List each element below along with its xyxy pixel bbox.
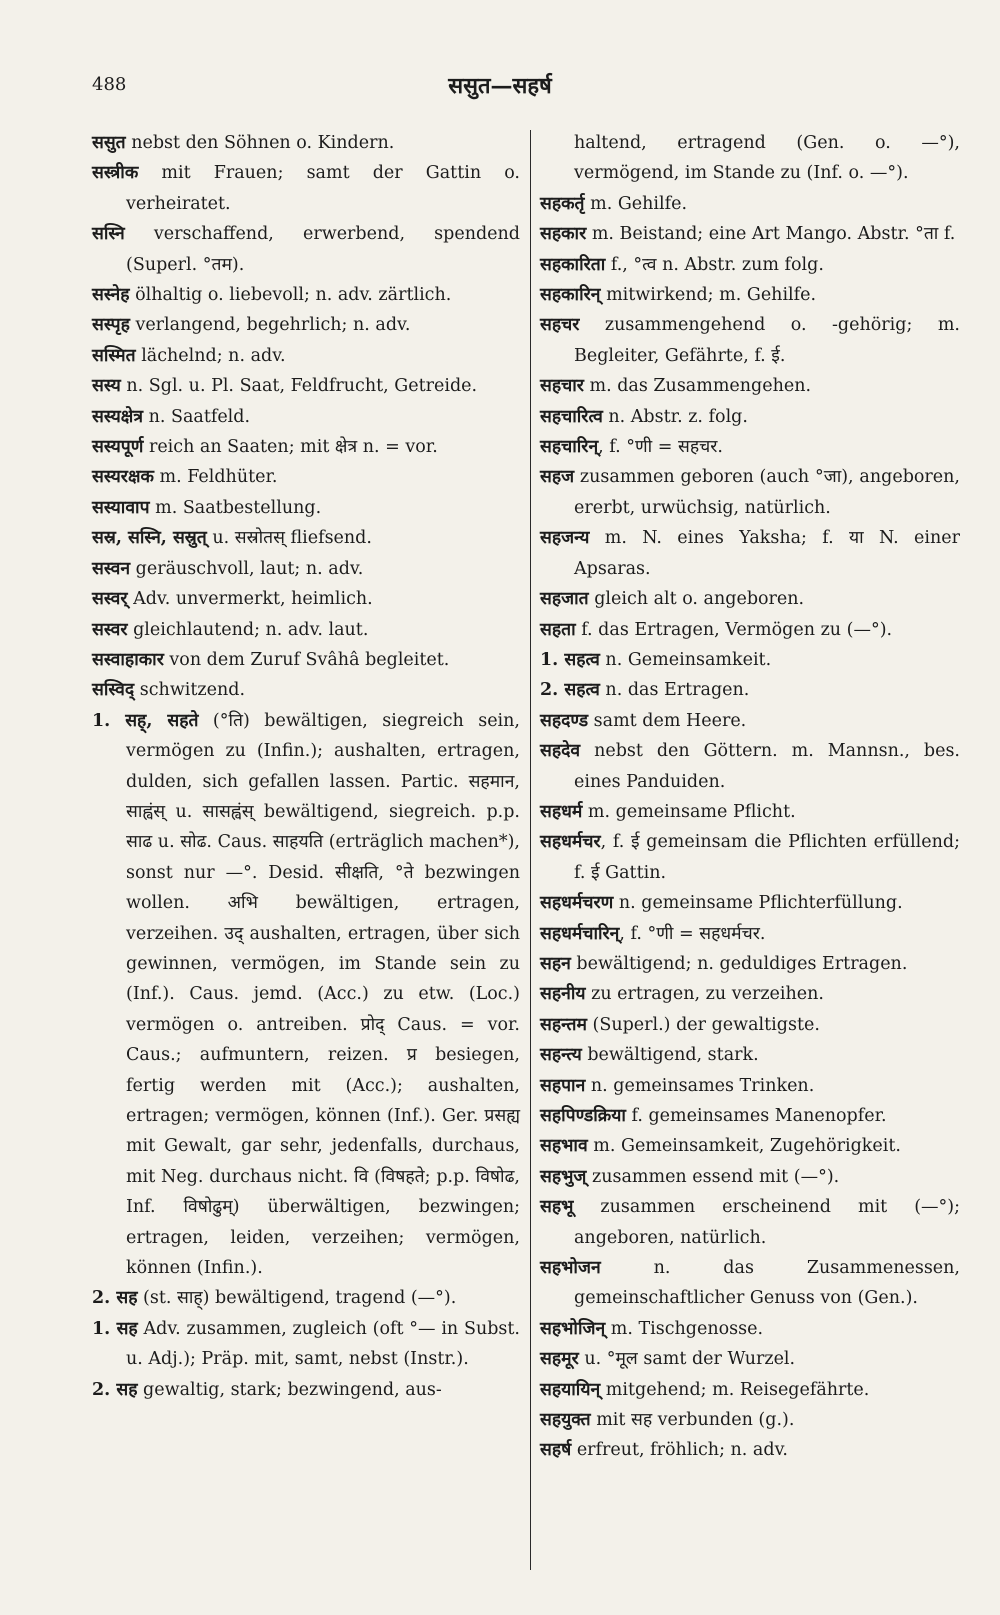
dictionary-entry — [540, 1253, 960, 1314]
dictionary-entry — [540, 371, 960, 401]
entry-headword: सहकार — [540, 224, 587, 245]
entry-headword: सहनीय — [540, 984, 586, 1005]
entry-headword: सस्यावाप — [92, 497, 150, 518]
entry-definition: m. Saatbestellung. — [149, 497, 322, 518]
entry-headword: 2. सह — [92, 1288, 138, 1309]
entry-headword: सस्त्रीक — [92, 163, 139, 184]
entry-definition: m. Beistand; eine Art Mango. Abstr. °ता f. — [586, 224, 956, 245]
entry-headword: सहधर्म — [540, 801, 583, 822]
dictionary-entry — [92, 645, 520, 675]
running-header: ससुत—सहर्ष — [448, 73, 552, 99]
dictionary-entry — [540, 1071, 960, 1101]
entry-headword: सहन्त्य — [540, 1045, 582, 1066]
dictionary-entry — [92, 432, 520, 462]
entry-definition: , f. ई gemeinsam die Pflichten erfüllend; f. ई Gattin. — [574, 832, 960, 883]
entry-headword: सहज — [540, 467, 575, 488]
entry-headword: 1. सह — [92, 1318, 138, 1339]
entry-headword: सहर्ष — [540, 1440, 572, 1461]
entry-headword: सस्वाहाकार — [92, 649, 164, 670]
entry-headword: सहयुक्त — [540, 1410, 591, 1431]
dictionary-entry — [92, 158, 520, 219]
dictionary-entry — [540, 645, 960, 675]
dictionary-entry — [540, 1435, 960, 1465]
entry-headword: सहचारित्व — [540, 406, 603, 427]
entry-headword: 1. सह्, सहते — [92, 710, 199, 731]
entry-headword: सहन — [540, 953, 571, 974]
entry-headword: सहन्तम — [540, 1014, 587, 1035]
entry-headword: सस्य — [92, 376, 121, 397]
entry-headword: 2. सहत्व — [540, 680, 600, 701]
entry-headword: सहचार — [540, 376, 584, 397]
entry-headword: सहभुज् — [540, 1166, 587, 1187]
right-column — [540, 128, 960, 1466]
dictionary-entry — [540, 1101, 960, 1131]
entry-definition: nebst den Göttern. m. Mannsn., bes. eines Panduiden. — [574, 741, 960, 792]
dictionary-entry — [540, 1344, 960, 1374]
dictionary-entry — [540, 1040, 960, 1070]
dictionary-entry — [540, 1010, 960, 1040]
entry-definition: n. Sgl. u. Pl. Saat, Feldfrucht, Getreide. — [120, 376, 478, 397]
dictionary-entry — [540, 675, 960, 705]
dictionary-entry — [540, 888, 960, 918]
dictionary-entry — [92, 675, 520, 705]
entry-definition: n. das Zusammenessen, gemeinschaftlicher Genuss von (Gen.). — [574, 1258, 960, 1309]
dictionary-entry — [92, 341, 520, 371]
dictionary-entry — [92, 402, 520, 432]
entry-definition: gewaltig, stark; bezwingend, aus- — [137, 1379, 442, 1400]
dictionary-entry — [92, 310, 520, 340]
dictionary-entry — [540, 1162, 960, 1192]
dictionary-entry — [540, 827, 960, 888]
entry-definition: zu ertragen, zu verzeihen. — [585, 984, 824, 1005]
dictionary-entry — [540, 706, 960, 736]
entry-headword: सहचर — [540, 315, 580, 336]
entry-definition: gleichlautend; n. adv. laut. — [127, 619, 369, 640]
entry-definition: u. °मूल samt der Wurzel. — [578, 1349, 796, 1370]
dictionary-entry — [540, 1314, 960, 1344]
dictionary-entry — [540, 462, 960, 523]
entry-headword: सस्वन — [92, 558, 131, 579]
entry-definition: von dem Zuruf Svâhâ begleitet. — [163, 649, 450, 670]
entry-definition: bewältigend, stark. — [581, 1045, 759, 1066]
entry-definition: m. Tischgenosse. — [605, 1318, 764, 1339]
entry-definition: n. Abstr. z. folg. — [602, 406, 748, 427]
entry-headword: सस्विद् — [92, 680, 135, 701]
entry-headword: सस्यरक्षक — [92, 467, 154, 488]
entry-headword: 2. सह — [92, 1379, 138, 1400]
entry-headword: ससुत — [92, 133, 126, 153]
entry-headword: सस्यक्षेत्र — [92, 406, 143, 427]
dictionary-entry — [92, 706, 520, 1284]
dictionary-entry — [540, 402, 960, 432]
entry-definition: m. das Zusammengehen. — [583, 376, 812, 397]
entry-headword: सस्मित — [92, 345, 136, 366]
dictionary-entry — [92, 1314, 520, 1375]
entry-definition: bewältigend; n. geduldiges Ertragen. — [570, 953, 908, 974]
entry-definition: verlangend, begehrlich; n. adv. — [129, 315, 411, 336]
entry-headword: सस्नि — [92, 224, 125, 245]
entry-headword: सहधर्मचरण — [540, 893, 614, 914]
entry-definition: erfreut, fröhlich; n. adv. — [571, 1440, 788, 1461]
entry-definition: (st. साह्) bewältigend, tragend (—°). — [137, 1288, 457, 1309]
entry-headword: सस्वर् — [92, 589, 128, 610]
dictionary-entry — [92, 615, 520, 645]
entry-definition: n. gemeinsame Pflichterfüllung. — [613, 893, 903, 914]
entry-definition: f. das Ertragen, Vermögen zu (—°). — [575, 619, 893, 640]
entry-headword: 1. सहत्व — [540, 649, 600, 670]
entry-definition: f. gemeinsames Manenopfer. — [625, 1106, 887, 1126]
entry-headword: सहचारिन् — [540, 437, 599, 458]
entry-definition: zusammengehend o. -gehörig; m. Begleiter, Gefährte, f. ई. — [574, 315, 960, 366]
entry-definition: schwitzend. — [134, 680, 246, 701]
entry-definition: samt dem Heere. — [588, 710, 747, 731]
entry-headword: सस्यपूर्ण — [92, 437, 144, 458]
entry-headword: सहभाव — [540, 1136, 588, 1157]
dictionary-entry — [540, 1405, 960, 1435]
dictionary-entry — [540, 523, 960, 584]
dictionary-entry — [540, 219, 960, 249]
entry-headword: सस्पृह — [92, 315, 130, 336]
dictionary-entry — [540, 979, 960, 1009]
entry-definition: zusammen erscheinend mit (—°); angeboren, natürlich. — [573, 1197, 960, 1248]
entry-headword: सहजन्य — [540, 528, 590, 549]
entry-definition: mit Frauen; samt der Gattin o. verheiratet. — [126, 163, 520, 214]
entry-definition: m. gemeinsame Pflicht. — [582, 801, 796, 822]
entry-definition: Adv. unvermerkt, heimlich. — [127, 589, 373, 610]
dictionary-entry — [540, 189, 960, 219]
entry-definition: n. das Ertragen. — [599, 680, 750, 701]
dictionary-entry — [540, 1192, 960, 1253]
dictionary-entry — [92, 219, 520, 280]
entry-headword: सस्नेह — [92, 285, 130, 306]
entry-headword: सहपिण्डक्रिया — [540, 1106, 626, 1126]
entry-definition: m. Gehilfe. — [584, 193, 688, 214]
dictionary-entry — [92, 462, 520, 492]
entry-headword: सहभोजिन् — [540, 1318, 606, 1339]
entry-headword: सहभोजन — [540, 1258, 601, 1279]
entry-definition: mitwirkend; m. Gehilfe. — [600, 285, 817, 306]
entry-headword: सहदण्ड — [540, 710, 589, 731]
entry-headword: सस्र, सस्नि, सस्रुत् — [92, 528, 207, 549]
entry-headword: सहमूर — [540, 1349, 579, 1370]
entry-headword: सहधर्मचारिन् — [540, 923, 620, 944]
dictionary-entry — [540, 432, 960, 462]
entry-definition: ölhaltig o. liebevoll; n. adv. zärtlich. — [129, 285, 452, 306]
entry-definition: zusammen essend mit (—°). — [586, 1166, 840, 1187]
entry-headword: सहयायिन् — [540, 1379, 601, 1400]
left-column — [92, 128, 520, 1405]
entry-definition: mitgehend; m. Reisegefährte. — [600, 1379, 870, 1400]
dictionary-entry — [540, 797, 960, 827]
entry-headword: सस्वर — [92, 619, 128, 640]
entry-definition: nebst den Söhnen o. Kindern. — [125, 133, 395, 153]
dictionary-entry — [540, 1375, 960, 1405]
entry-definition: Adv. zusammen, zugleich (oft °— in Subst. u. Adj.); Präp. mit, samt, nebst (Instr.). — [126, 1318, 520, 1370]
entry-definition: mit सह verbunden (g.). — [590, 1410, 795, 1431]
dictionary-entry — [540, 949, 960, 979]
entry-definition: haltend, ertragend (Gen. o. —°), vermögend, im Stande zu (Inf. o. —°). — [574, 133, 960, 184]
entry-headword: सहकारिन् — [540, 285, 601, 306]
entry-definition: gleich alt o. angeboren. — [588, 589, 805, 610]
dictionary-entry — [540, 919, 960, 949]
entry-definition: f., °त्व n. Abstr. zum folg. — [605, 254, 824, 275]
entry-definition: reich an Saaten; mit क्षेत्र n. = vor. — [143, 437, 438, 458]
dictionary-entry — [540, 736, 960, 797]
entry-headword: सहपान — [540, 1075, 586, 1096]
entry-definition: m. Feldhüter. — [153, 467, 278, 488]
entry-definition: zusammen geboren (auch °जा), angeboren, ererbt, urwüchsig, natürlich. — [574, 467, 960, 518]
dictionary-entry — [540, 1131, 960, 1161]
column-divider — [530, 130, 531, 1570]
entry-headword: सहजात — [540, 589, 589, 610]
entry-definition: , f. °णी = सहचर. — [598, 437, 723, 458]
entry-definition: m. Gemeinsamkeit, Zugehörigkeit. — [587, 1136, 901, 1157]
entry-definition: lächelnd; n. adv. — [135, 345, 286, 366]
entry-definition: n. gemeinsames Trinken. — [585, 1075, 815, 1096]
entry-headword: सहभू — [540, 1197, 574, 1218]
entry-definition: m. N. eines Yaksha; f. या N. einer Apsaras. — [574, 528, 960, 579]
dictionary-entry — [92, 1283, 520, 1313]
dictionary-entry — [540, 615, 960, 645]
dictionary-entry — [92, 584, 520, 614]
entry-definition: geräuschvoll, laut; n. adv. — [130, 558, 364, 579]
dictionary-entry — [540, 310, 960, 371]
dictionary-entry — [540, 250, 960, 280]
dictionary-entry — [92, 128, 520, 158]
entry-headword: सहकर्तृ — [540, 193, 585, 214]
entry-headword: सहकारिता — [540, 254, 606, 275]
entry-definition: u. सस्रोतस् fliefsend. — [206, 528, 372, 549]
entry-definition: , f. °णी = सहधर्मचर. — [619, 923, 766, 944]
dictionary-entry — [92, 371, 520, 401]
entry-definition: (°ति) bewältigen, siegreich sein, vermögen zu (Infin.); aushalten, ertragen, dulden, sich gefallen lassen. Partic. सहमान, साह्वंस् u. सासह्वंस् bewältigend, siegreich. p.p. साढ u. सोढ. Caus. साहयति (erträglich machen*), sonst nur —°. Desid. सीक्षति, °ते bezwingen wollen. अभि bewältigen, ertragen, verzeihen. उद् aushalten, ertragen, über sich gewinnen, vermögen, im Stande sein zu (Inf.). Caus. jemd. (Acc.) zu etw. (Loc.) vermögen o. antreiben. प्रोद् Caus. = vor. Caus.; aufmuntern, reizen. प्र besiegen, fertig werden mit (Acc.); aushalten, ertragen; vermögen, können (Inf.). Ger. प्रसह्य mit Gewalt, gar sehr, jedenfalls, durchaus, mit Neg. durchaus nicht. वि (विषहते; p.p. विषोढ, Inf. विषोढुम्) überwältigen, bezwingen; ertragen, leiden, verzeihen; vermögen, können (Infin.). — [126, 710, 520, 1279]
dictionary-entry — [92, 1375, 520, 1405]
entry-headword: सहता — [540, 619, 576, 640]
entry-definition: n. Gemeinsamkeit. — [599, 649, 772, 670]
dictionary-entry — [540, 128, 960, 189]
entry-headword: सहदेव — [540, 741, 581, 762]
dictionary-entry — [92, 493, 520, 523]
entry-definition: n. Saatfeld. — [143, 406, 251, 427]
dictionary-entry — [92, 280, 520, 310]
entry-headword: सहधर्मचर — [540, 832, 601, 853]
page-number: 488 — [92, 74, 127, 95]
dictionary-entry — [540, 280, 960, 310]
entry-definition: (Superl.) der gewaltigste. — [586, 1014, 820, 1035]
entry-definition: verschaffend, erwerbend, spendend (Superl. °तम). — [124, 224, 520, 275]
dictionary-entry — [540, 584, 960, 614]
dictionary-entry — [92, 523, 520, 553]
dictionary-entry — [92, 554, 520, 584]
